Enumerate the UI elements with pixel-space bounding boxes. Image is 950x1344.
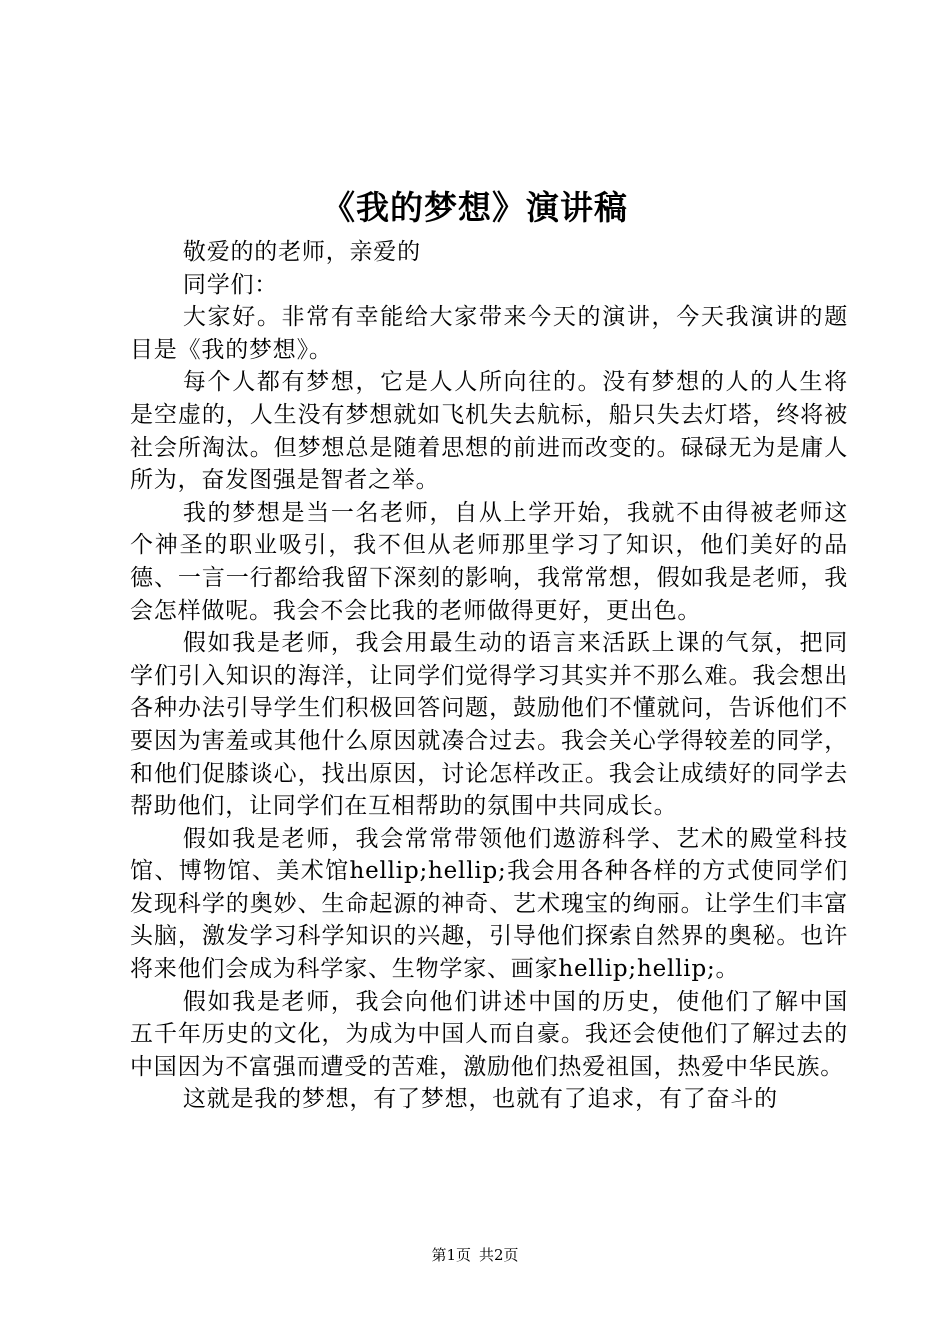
page-number-current: 第1页 <box>431 1246 471 1264</box>
paragraph-my-dream: 我的梦想是当一名老师，自从上学开始，我就不由得被老师这个神圣的职业吸引，我不但从老师那里学习了知识，他们美好的品德、一言一行都给我留下深刻的影响，我常常想，假如我是老师，我会怎样做呢。我会不会比我的老师做得更好，更出色。 <box>130 499 848 624</box>
paragraph-teaching: 假如我是老师，我会用最生动的语言来活跃上课的气氛，把同学们引入知识的海洋，让同学们觉得学习其实并不那么难。我会想出各种办法引导学生们积极回答问题，鼓励他们不懂就问，告诉他们不要因为害羞或其他什么原因就凑合过去。我会关心学得较差的同学，和他们促膝谈心，找出原因，讨论怎样改正。我会让成绩好的同学去帮助他们，让同学们在互相帮助的氛围中共同成长。 <box>130 630 848 820</box>
document-body <box>130 236 848 1116</box>
paragraph-dreams: 每个人都有梦想，它是人人所向往的。没有梦想的人的人生将是空虚的，人生没有梦想就如飞机失去航标，船只失去灯塔，终将被社会所淘汰。但梦想总是随着思想的前进而改变的。碌碌无为是庸人所为，奋发图强是智者之举。 <box>130 369 848 494</box>
page-number-total: 共2页 <box>479 1246 519 1264</box>
page-footer <box>0 1244 950 1266</box>
paragraph-closing: 这就是我的梦想，有了梦想，也就有了追求，有了奋斗的 <box>182 1086 778 1113</box>
paragraph-history: 假如我是老师，我会向他们讲述中国的历史，使他们了解中国五千年历史的文化，为成为中国人而自豪。我还会使他们了解过去的中国因为不富强而遭受的苦难，激励他们热爱祖国，热爱中华民族。 <box>130 988 848 1080</box>
paragraph-salutation-2: 同学们： <box>182 271 279 298</box>
paragraph-greeting: 大家好。非常有幸能给大家带来今天的演讲，今天我演讲的题目是《我的梦想》。 <box>130 304 848 363</box>
paragraph-salutation-1: 敬爱的的老师，亲爱的 <box>182 239 421 265</box>
paragraph-science-art: 假如我是老师，我会常常带领他们遨游科学、艺术的殿堂科技馆、博物馆、美术馆hellip;hellip;我会用各种各样的方式使同学们发现科学的奥妙、生命起源的神奇、艺术瑰宝的绚丽。让学生们丰富头脑，激发学习科学知识的兴趣，引导他们探索自然界的奥秘。也许将来他们会成为科学家、生物学家、画家hellip;hellip;。 <box>130 825 848 983</box>
document-title: 《我的梦想》演讲稿 <box>322 188 628 227</box>
